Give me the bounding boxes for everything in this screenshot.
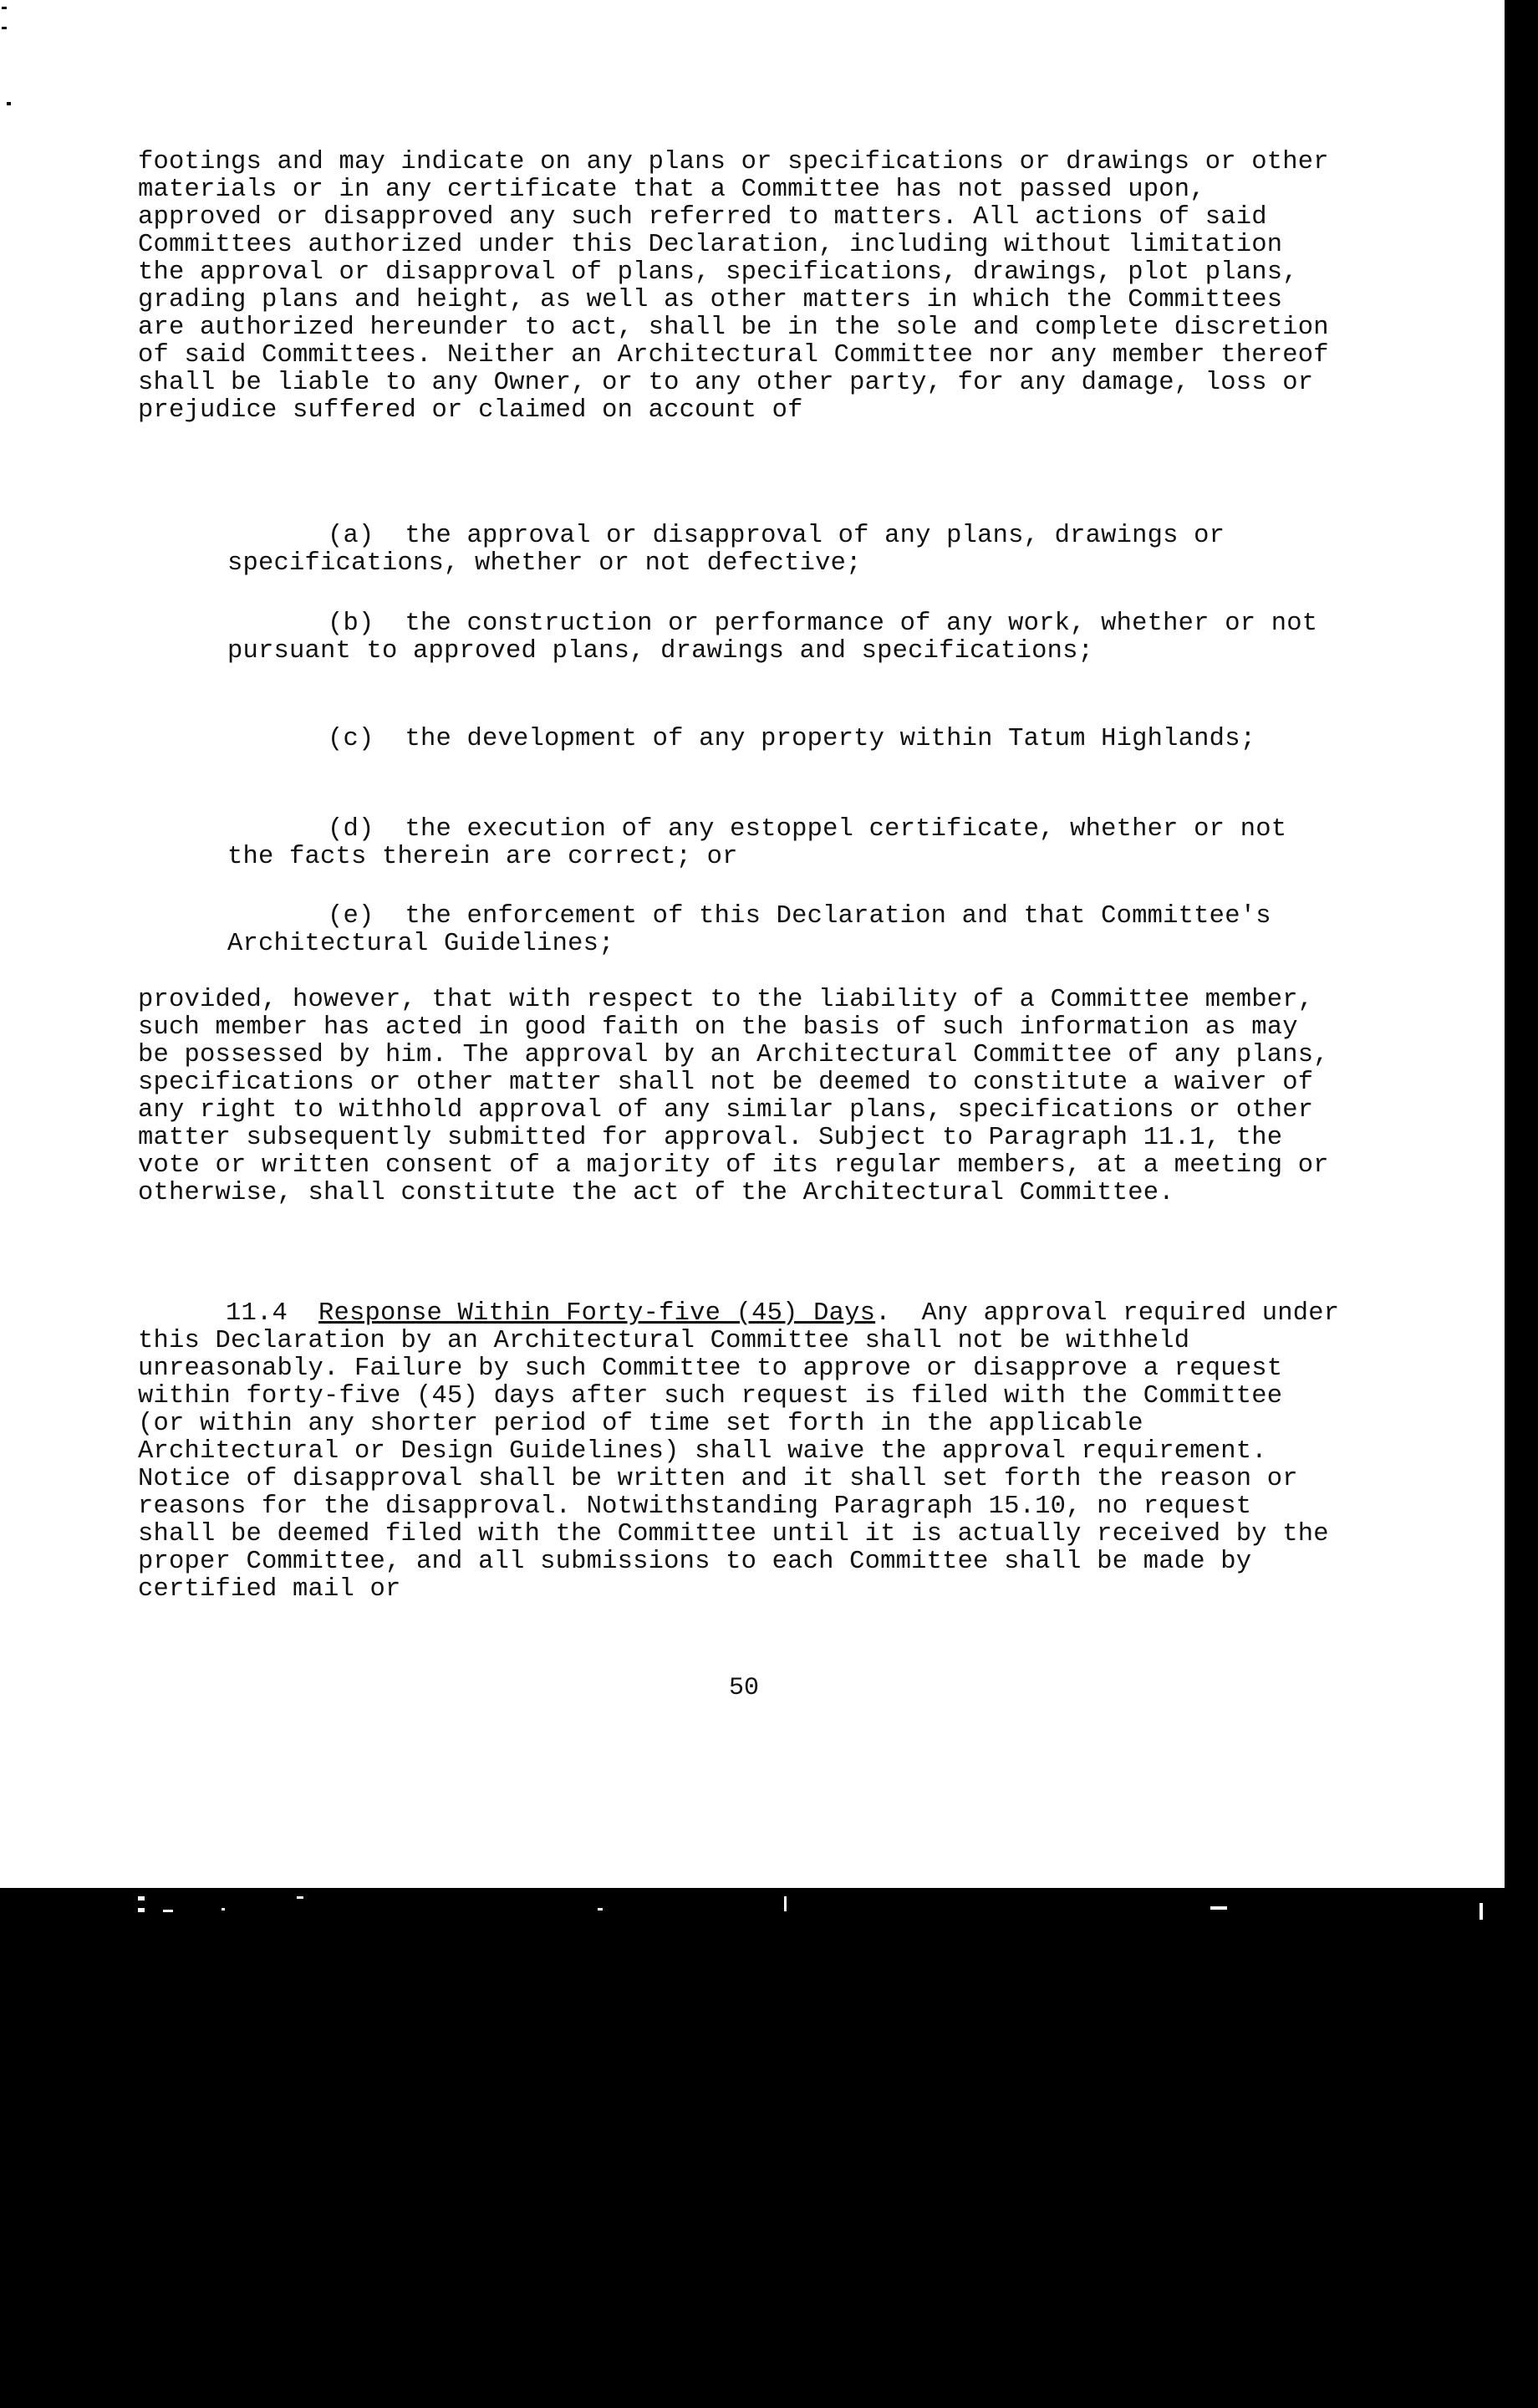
scan-speck	[1513, 1555, 1520, 1560]
list-marker-e: (e)	[328, 902, 374, 931]
section-number: 11.4	[226, 1299, 288, 1328]
list-text-e: the enforcement of this Declaration and that Committee's Architectural Guidelines;	[227, 902, 1271, 958]
list-marker-d: (d)	[328, 815, 374, 844]
list-marker-a: (a)	[328, 522, 374, 550]
scan-speck	[1210, 1906, 1227, 1910]
scan-speck	[138, 1908, 145, 1912]
page-number: 50	[728, 1674, 759, 1702]
scan-speck	[1515, 1446, 1521, 1450]
proviso-paragraph: provided, however, that with respect to the liability of a Committee member, such member has acted in good faith on the basis of such information as may be possessed by him. The approval by an Architectural Committee of any plans, specifications or other matter shall not be deemed to constitute a waiver of any right to withhold approval of any similar plans, specifications or other matter subsequently submitted for approval. Subject to Paragraph 11.1, the vote or written consent of a majority of its regular members, at a meeting or otherwise, shall constitute the act of the Architectural Committee.	[138, 986, 1329, 1207]
scan-speck	[1479, 1903, 1483, 1920]
section-body: Any approval required under this Declaration by an Architectural Committee shall not be withheld unreasonably. Failure by such Committee to approve or disapprove a request within forty-five (45) days after such request is filed with the Committee (or within any shorter period of time set forth in the applicable Architectural or Design Guidelines) shall waive the approval requirement. Notice of disapproval shall be written and it shall set forth the reason or reasons for the disapproval. Notwithstanding Paragraph 15.10, no request shall be deemed filed with the Committee until it is actually received by the proper Committee, and all submissions to each Committee shall be made by certified mail or	[138, 1299, 1340, 1604]
list-text-b: the construction or performance of any work, whether or not pursuant to approved plans, drawings and specifications;	[227, 610, 1318, 666]
list-item-c	[227, 726, 1347, 753]
list-item-a	[227, 523, 1347, 578]
scan-speck	[138, 1896, 145, 1900]
scan-speck	[1511, 1421, 1520, 1425]
list-marker-b: (b)	[328, 610, 374, 638]
scan-speck	[222, 1908, 225, 1911]
scan-speck	[598, 1908, 603, 1911]
section-heading: Response Within Forty-five (45) Days	[318, 1299, 876, 1328]
scan-speck	[1518, 1079, 1523, 1084]
scan-speck	[1511, 635, 1518, 642]
list-text-d: the execution of any estoppel certificate, whether or not the facts therein are correct; or	[227, 815, 1287, 871]
scan-speck	[784, 1896, 787, 1911]
scan-speck	[297, 1896, 303, 1899]
list-item-e	[227, 903, 1347, 958]
section-11-4-paragraph	[138, 1300, 1342, 1604]
list-item-b	[227, 610, 1347, 666]
list-item-d	[227, 816, 1347, 871]
opening-paragraph: footings and may indicate on any plans or specifications or drawings or other materials or in any certificate that a Committee has not passed upon, approved or disapproved any such referred to matters. All actions of said Committees authorized under this Declaration, including without limitation the approval or disapproval of plans, specifications, drawings, plot plans, grading plans and height, as well as other matters in which the Committees are authorized hereunder to act, shall be in the sole and complete discretion of said Committees. Neither an Architectural Committee nor any member thereof shall be liable to any Owner, or to any other party, for any damage, loss or prejudice suffered or claimed on account of	[138, 148, 1329, 425]
list-marker-c: (c)	[328, 725, 374, 753]
list-text-c: the development of any property within Tatum Highlands;	[405, 725, 1256, 753]
section-heading-suffix: .	[875, 1299, 891, 1328]
scan-speck	[163, 1910, 173, 1912]
list-text-a: the approval or disapproval of any plans, drawings or specifications, whether or not defective;	[227, 522, 1225, 578]
scan-speck	[1515, 535, 1520, 545]
